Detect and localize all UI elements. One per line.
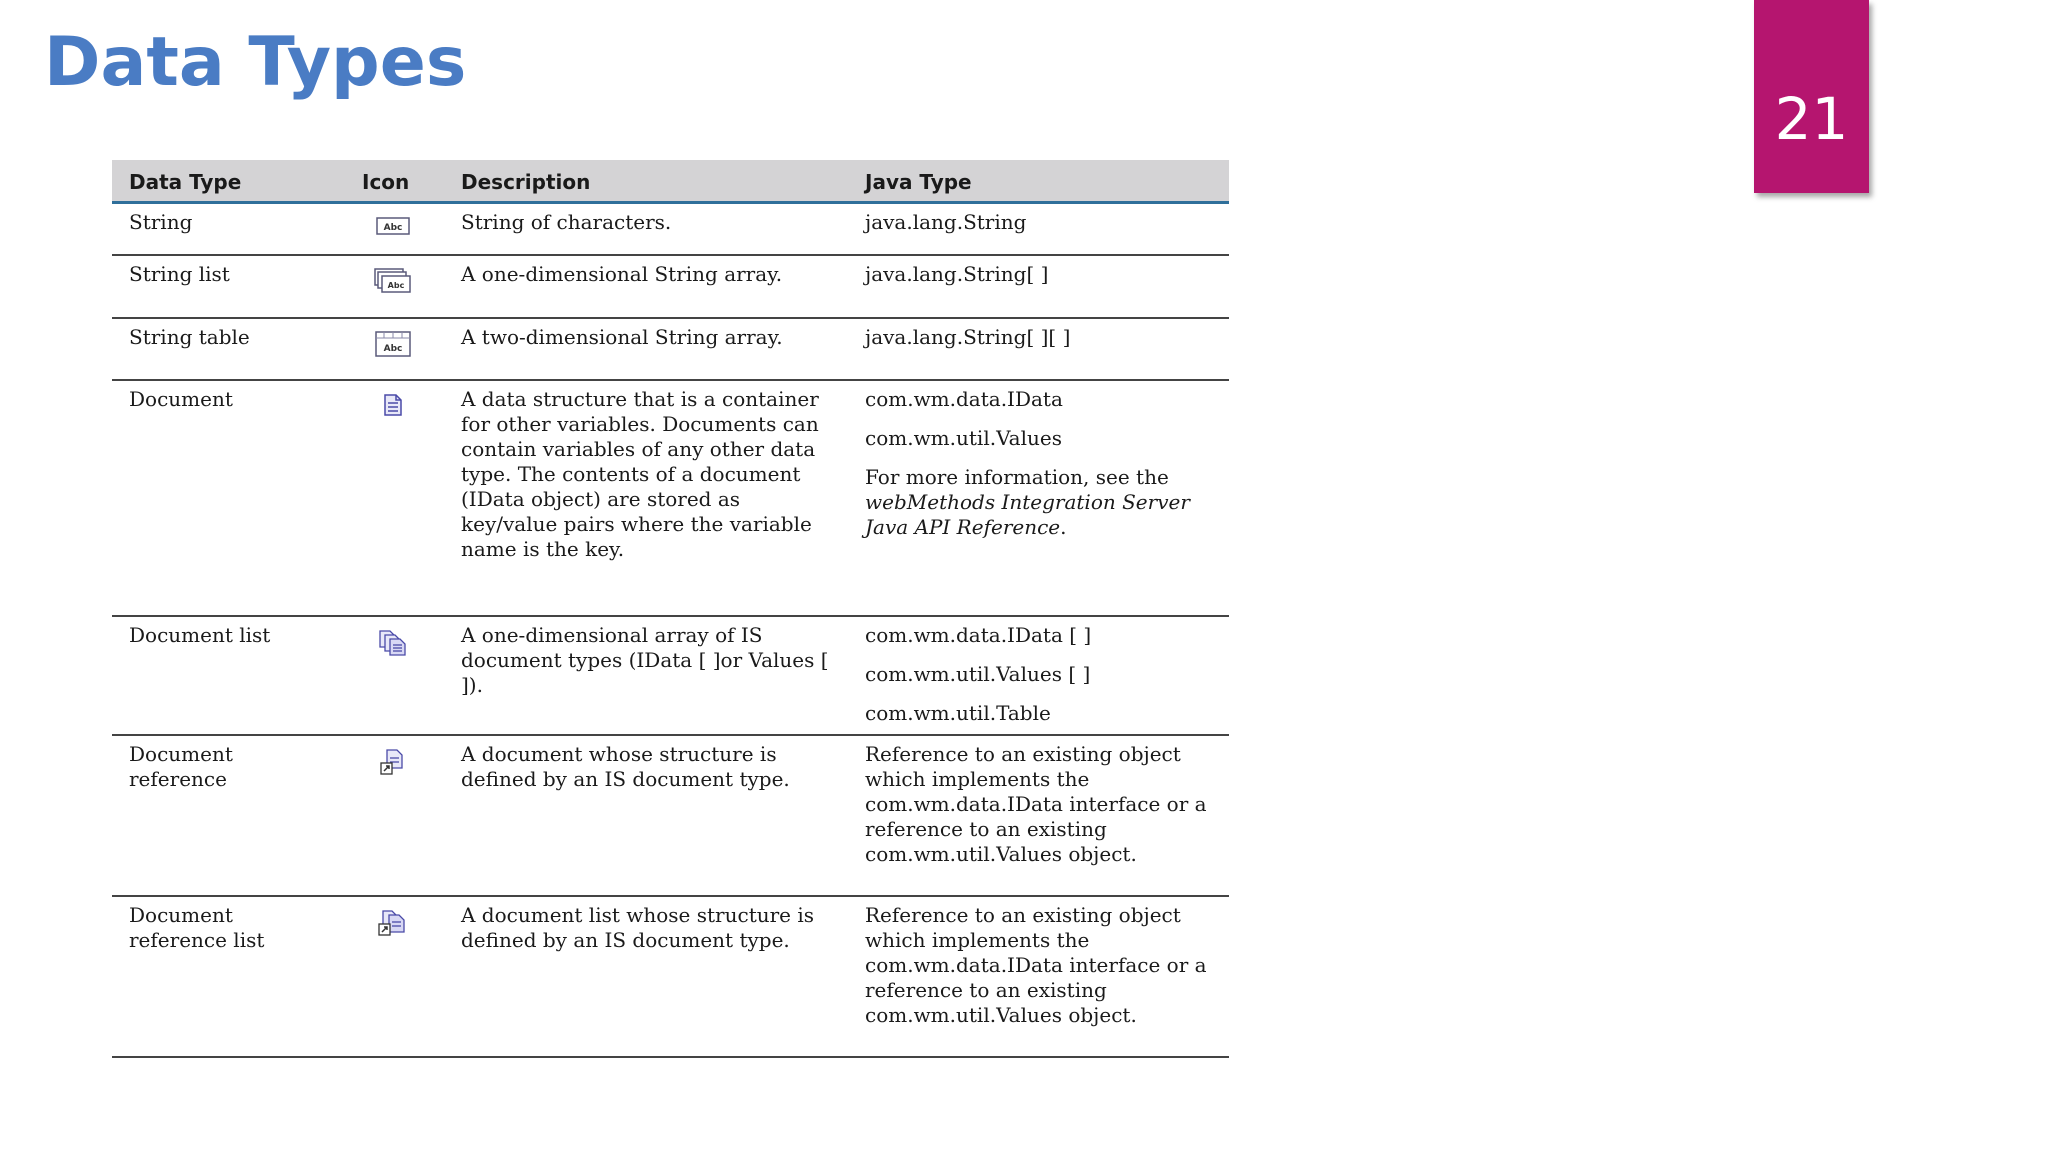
- svg-text:Abc: Abc: [387, 281, 405, 290]
- document-reference-list-icon: [377, 909, 409, 937]
- table-row: [112, 616, 1229, 735]
- table-header-row: [112, 160, 1229, 202]
- cell-description: A one-dimensional String array.: [444, 255, 848, 318]
- document-icon: [381, 393, 405, 417]
- cell-data-type: Document: [112, 380, 342, 616]
- svg-text:Abc: Abc: [383, 222, 403, 233]
- cell-java-type: java.lang.String[ ][ ]: [848, 318, 1229, 380]
- cell-data-type: String table: [112, 318, 342, 380]
- string-list-icon: [374, 268, 412, 294]
- cell-java-type: Reference to an existing object which implements the com.wm.data.IData interface or a reference to an existing com.wm.util.Values object.: [848, 896, 1229, 1057]
- cell-data-type: Document list: [112, 616, 342, 735]
- cell-description: A one-dimensional array of IS document types (IData [ ]or Values [ ]).: [444, 616, 848, 735]
- document-list-icon: [378, 629, 408, 657]
- page-number: 21: [1774, 85, 1849, 153]
- table-row: [112, 202, 1229, 255]
- cell-description: A document whose structure is defined by an IS document type.: [444, 735, 848, 896]
- cell-java-type: java.lang.String[ ]: [848, 255, 1229, 318]
- svg-text:Abc: Abc: [383, 344, 403, 354]
- data-types-table: [112, 160, 1229, 1058]
- table-row: [112, 380, 1229, 616]
- table-row: [112, 255, 1229, 318]
- cell-description: String of characters.: [444, 202, 848, 255]
- page-number-badge: [1754, 0, 1869, 193]
- cell-java-type: com.wm.data.IData [ ] com.wm.util.Values [ ] com.wm.util.Table: [848, 616, 1229, 735]
- cell-java-type: java.lang.String: [848, 202, 1229, 255]
- cell-java-type: Reference to an existing object which implements the com.wm.data.IData interface or a reference to an existing com.wm.util.Values object.: [848, 735, 1229, 896]
- api-reference-title: webMethods Integration Server Java API Reference: [865, 490, 1190, 539]
- string-table-icon: [375, 331, 411, 357]
- cell-java-type: com.wm.data.IData com.wm.util.Values For more information, see the webMethods Integration Server Java API Reference.: [848, 380, 1229, 616]
- header-java-type: Java Type: [848, 160, 1229, 202]
- cell-data-type: Document reference: [112, 735, 342, 896]
- header-data-type: Data Type: [112, 160, 342, 202]
- table-row: [112, 896, 1229, 1057]
- cell-description: A document list whose structure is defined by an IS document type.: [444, 896, 848, 1057]
- cell-data-type: String: [112, 202, 342, 255]
- header-icon: Icon: [342, 160, 444, 202]
- slide-title: Data Types: [44, 23, 467, 102]
- string-icon: [376, 216, 410, 236]
- cell-data-type: Document reference list: [112, 896, 342, 1057]
- table-row: [112, 318, 1229, 380]
- cell-description: A two-dimensional String array.: [444, 318, 848, 380]
- cell-description: A data structure that is a container for other variables. Documents can contain variables of any other data type. The contents of a document (IData object) are stored as key/value pairs where the variable name is the key.: [444, 380, 848, 616]
- header-description: Description: [444, 160, 848, 202]
- table-row: [112, 735, 1229, 896]
- document-reference-icon: [379, 748, 407, 776]
- data-types-table-container: [112, 160, 1229, 1058]
- java-reference-note: For more information, see the webMethods Integration Server Java API Reference.: [865, 465, 1190, 539]
- cell-data-type: String list: [112, 255, 342, 318]
